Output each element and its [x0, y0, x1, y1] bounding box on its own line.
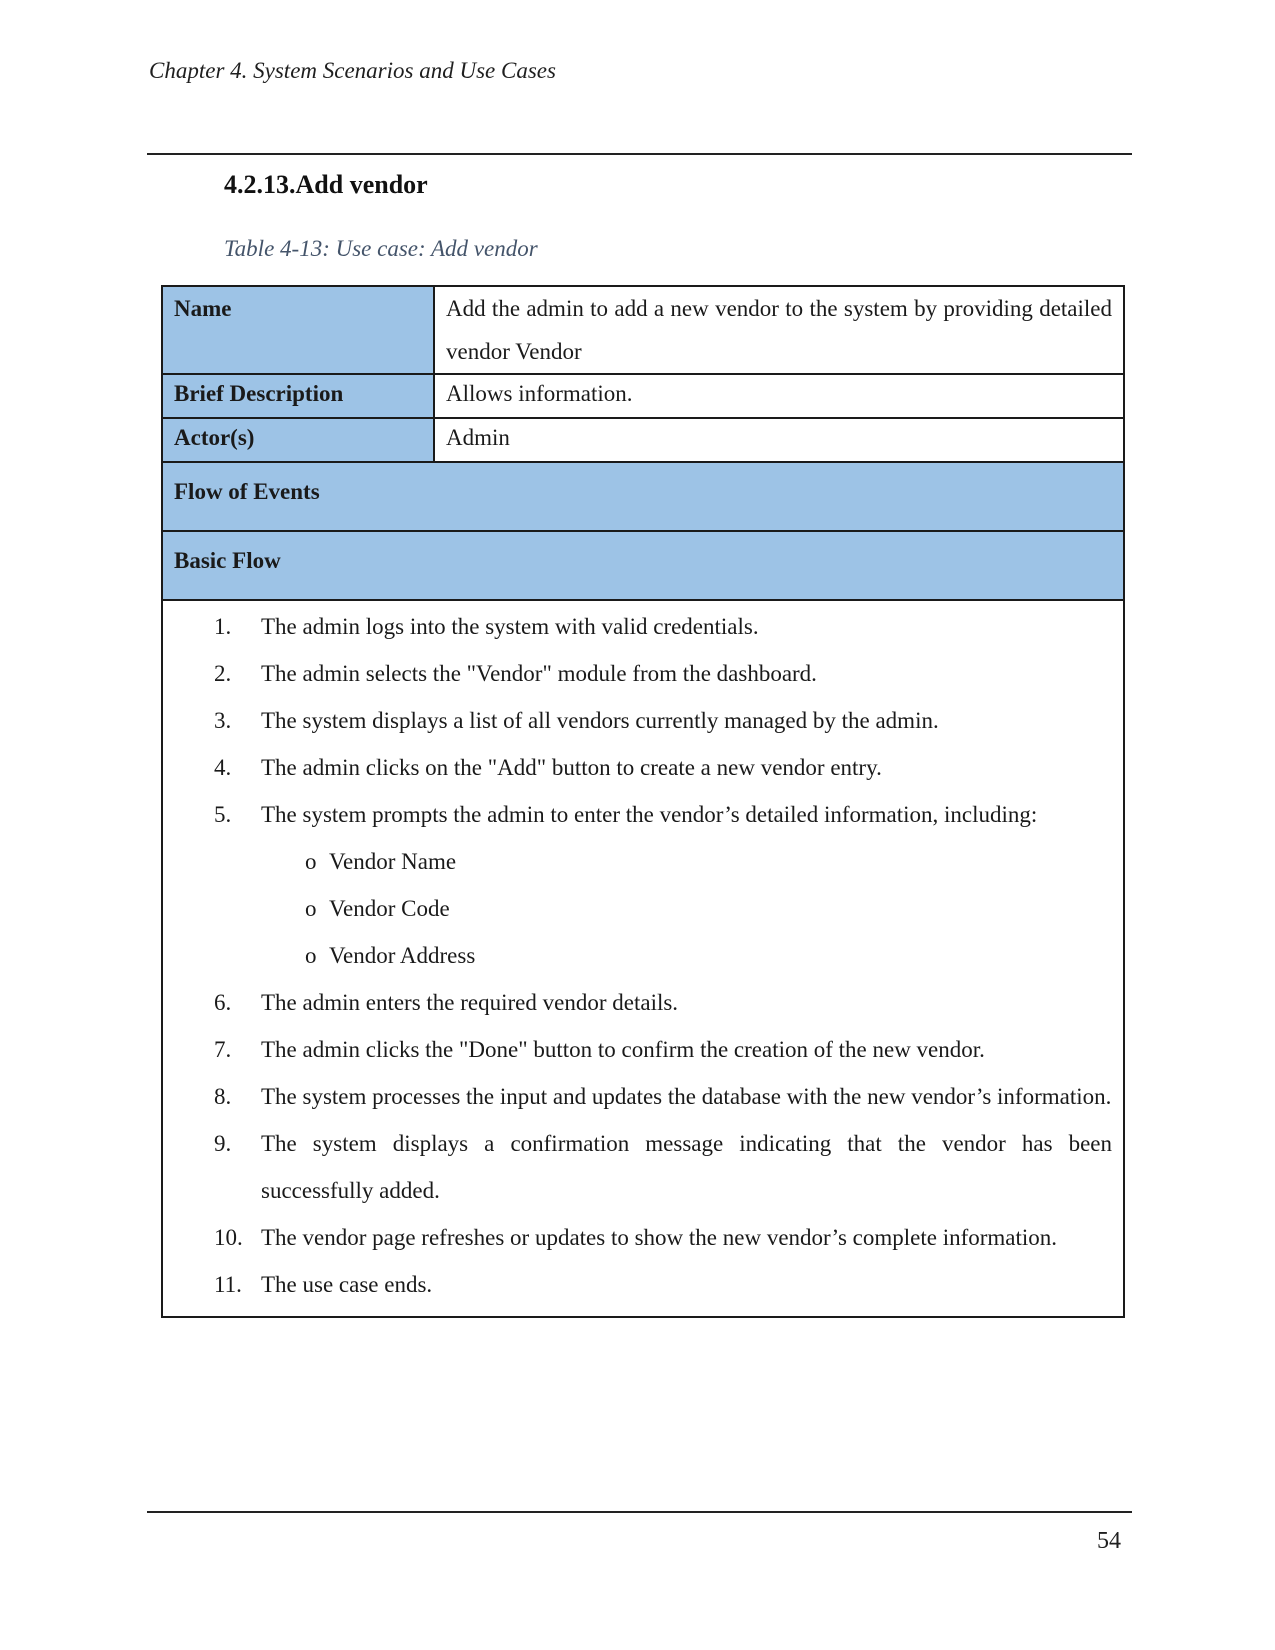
step-item — [174, 697, 1112, 744]
step-item — [174, 744, 1112, 791]
sub-item-text: Vendor Code — [329, 896, 450, 921]
step-number: 4. — [214, 755, 232, 780]
step-number: 11. — [214, 1272, 242, 1297]
basic-flow-label: Basic Flow — [162, 531, 1124, 600]
step-item — [174, 650, 1112, 697]
actor-value: Admin — [434, 418, 1124, 462]
step-item — [174, 1120, 1112, 1214]
step-text: The system displays a list of all vendors currently managed by the admin. — [261, 708, 939, 733]
bullet-icon: o — [305, 943, 317, 968]
use-case-table — [161, 285, 1125, 1318]
step-item — [174, 979, 1112, 1026]
page-number: 54 — [1097, 1528, 1121, 1554]
name-value: Add the admin to add a new vendor to the system by providing detailed vendor Vendor — [434, 286, 1124, 374]
running-header: Chapter 4. System Scenarios and Use Cases — [149, 58, 556, 83]
step-text: The use case ends. — [261, 1272, 433, 1297]
step-text: The admin enters the required vendor details. — [261, 990, 679, 1015]
step-number: 6. — [214, 990, 232, 1015]
step-item — [174, 1261, 1112, 1308]
steps-cell — [162, 600, 1124, 1317]
footer-rule — [147, 1511, 1132, 1513]
name-row — [162, 286, 1124, 374]
basic-flow-row — [162, 531, 1124, 600]
step-item — [174, 791, 1112, 979]
sub-list-item — [261, 838, 1112, 885]
step-number: 9. — [214, 1131, 232, 1156]
actor-label: Actor(s) — [162, 418, 434, 462]
step-text: The system prompts the admin to enter the vendor’s detailed information, including: — [261, 802, 1038, 827]
brief-description-value: Allows information. — [434, 374, 1124, 418]
brief-description-row — [162, 374, 1124, 418]
bullet-icon: o — [305, 896, 317, 921]
step-item — [174, 1026, 1112, 1073]
step-text: The admin logs into the system with valid credentials. — [261, 614, 759, 639]
step-number: 2. — [214, 661, 232, 686]
step-text: The admin selects the "Vendor" module from the dashboard. — [261, 661, 817, 686]
step-text: The admin clicks the "Done" button to confirm the creation of the new vendor. — [261, 1037, 985, 1062]
bullet-icon: o — [305, 849, 317, 874]
vendor-fields-list — [261, 838, 1112, 979]
sub-list-item — [261, 885, 1112, 932]
step-number: 7. — [214, 1037, 232, 1062]
step-number: 10. — [214, 1225, 243, 1250]
step-item — [174, 1073, 1112, 1120]
flow-of-events-row — [162, 462, 1124, 531]
step-item — [174, 603, 1112, 650]
header-rule — [147, 153, 1132, 155]
name-label: Name — [162, 286, 434, 374]
step-item — [174, 1214, 1112, 1261]
step-number: 5. — [214, 802, 232, 827]
step-number: 3. — [214, 708, 232, 733]
step-number: 1. — [214, 614, 232, 639]
section-heading: 4.2.13.Add vendor — [224, 170, 428, 199]
step-text: The vendor page refreshes or updates to show the new vendor’s complete information. — [261, 1225, 1058, 1250]
step-text: The system processes the input and updates the database with the new vendor’s information. — [261, 1084, 1112, 1109]
actor-row — [162, 418, 1124, 462]
step-text: The admin clicks on the "Add" button to create a new vendor entry. — [261, 755, 882, 780]
step-number: 8. — [214, 1084, 232, 1109]
brief-description-label: Brief Description — [162, 374, 434, 418]
sub-item-text: Vendor Address — [329, 943, 476, 968]
table-caption: Table 4-13: Use case: Add vendor — [224, 236, 538, 261]
sub-list-item — [261, 932, 1112, 979]
step-text: The system displays a confirmation message indicating that the vendor has been successfully added. — [261, 1131, 1112, 1203]
sub-item-text: Vendor Name — [329, 849, 457, 874]
steps-row — [162, 600, 1124, 1317]
basic-flow-steps — [174, 603, 1112, 1308]
flow-of-events-label: Flow of Events — [162, 462, 1124, 531]
